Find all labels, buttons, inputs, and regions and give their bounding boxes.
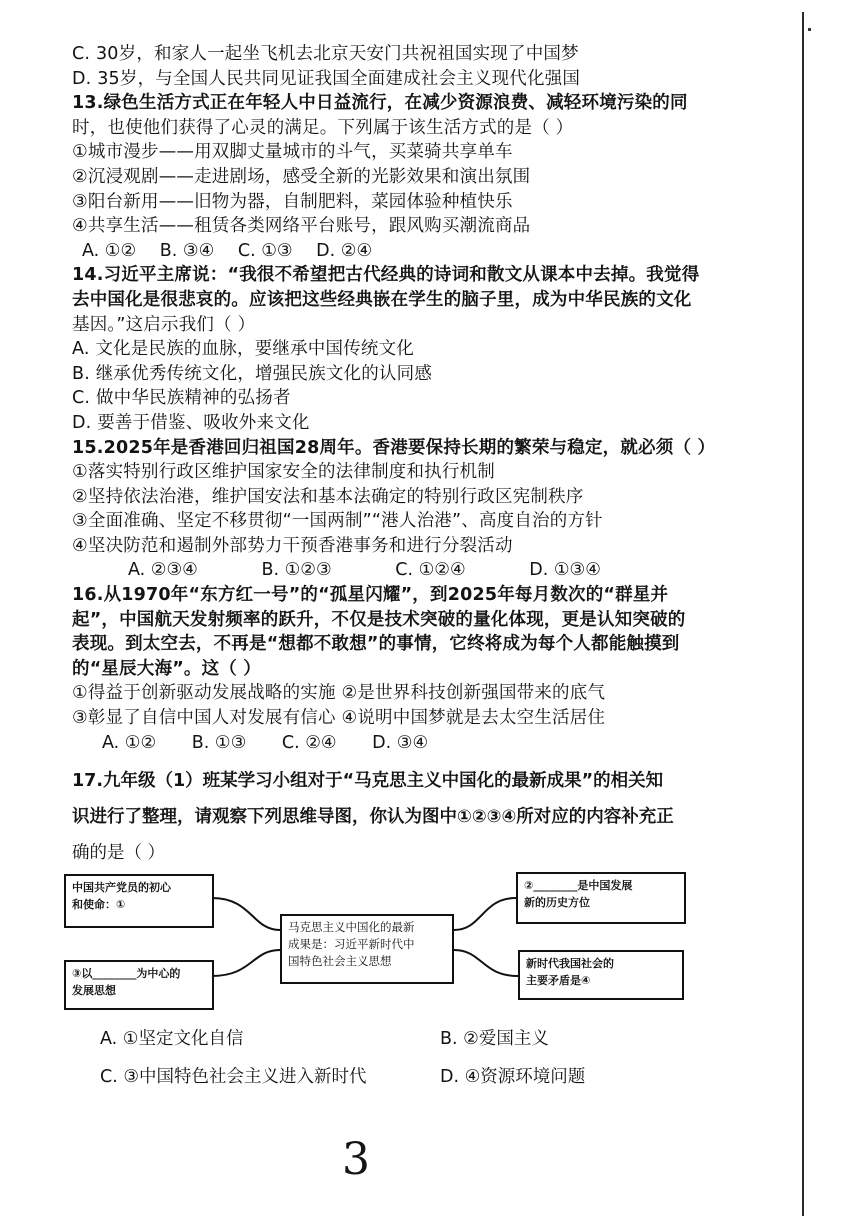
q15-item-2: ②坚持依法治港，维护国安法和基本法确定的特别行政区宪制秩序 bbox=[72, 486, 584, 507]
q16-option-d[interactable]: D. ③④ bbox=[372, 732, 429, 753]
q16-option-b[interactable]: B. ①③ bbox=[191, 732, 247, 753]
q13-stem-line2: 时，也使他们获得了心灵的满足。下列属于该生活方式的是（ ） bbox=[72, 117, 574, 138]
exam-page bbox=[72, 42, 792, 871]
q14-stem-line1: 14.习近平主席说：“我很不希望把古代经典的诗词和散文从课本中去掉。我觉得 bbox=[72, 265, 700, 286]
q15-stem: 15.2025年是香港回归祖国28周年。香港要保持长期的繁荣与稳定，就必须（ ） bbox=[72, 437, 716, 458]
q17-mind-map bbox=[62, 868, 692, 1018]
q13-option-a[interactable]: A. ①② bbox=[82, 240, 137, 261]
page-number: 3 bbox=[342, 1134, 370, 1185]
mind-map-bottom-right: 新时代我国社会的 主要矛盾是④ bbox=[518, 950, 684, 1000]
q16-stem-line2: 起”，中国航天发射频率的跃升，不仅是技术突破的量化体现，更是认知突破的 bbox=[72, 609, 686, 630]
q15-options bbox=[72, 558, 792, 583]
q16-stem-line3: 表现。到太空去，不再是“想都不敢想”的事情，它终将成为每个人都能触摸到 bbox=[72, 634, 680, 655]
q15-option-d[interactable]: D. ①③④ bbox=[529, 560, 601, 581]
q15-option-c[interactable]: C. ①②④ bbox=[395, 560, 466, 581]
q14-stem-line2: 去中国化是很悲哀的。应该把这些经典嵌在学生的脑子里，成为中华民族的文化 bbox=[72, 289, 692, 310]
q17-option-b[interactable]: B. ②爱国主义 bbox=[440, 1029, 549, 1049]
q17-option-c[interactable]: C. ③中国特色社会主义进入新时代 bbox=[100, 1067, 367, 1087]
q14-option-c[interactable]: C. 做中华民族精神的弘扬者 bbox=[72, 388, 291, 409]
q14-option-d[interactable]: D. 要善于借鉴、吸收外来文化 bbox=[72, 412, 310, 433]
q15-option-b[interactable]: B. ①②③ bbox=[261, 560, 332, 581]
scan-speck bbox=[808, 28, 811, 31]
q14-stem-line3: 基因。”这启示我们（ ） bbox=[72, 314, 256, 335]
q16-items-1-2: ①得益于创新驱动发展战略的实施 ②是世界科技创新强国带来的底气 bbox=[72, 683, 606, 704]
q17-option-a[interactable]: A. ①坚定文化自信 bbox=[100, 1029, 244, 1049]
q13-item-3: ③阳台新用——旧物为器，自制肥料，菜园体验种植快乐 bbox=[72, 191, 513, 212]
mind-map-center: 马克思主义中国化的最新 成果是：习近平新时代中 国特色社会主义思想 bbox=[280, 914, 454, 984]
q12-option-d: D. 35岁，与全国人民共同见证我国全面建成社会主义现代化强国 bbox=[72, 68, 581, 89]
q16-items-3-4: ③彰显了自信中国人对发展有信心 ④说明中国梦就是去太空生活居住 bbox=[72, 708, 606, 729]
q13-item-1: ①城市漫步——用双脚丈量城市的斗气，买菜骑共享单车 bbox=[72, 142, 513, 163]
q13-option-d[interactable]: D. ②④ bbox=[316, 240, 373, 261]
q16-options bbox=[72, 731, 792, 756]
q13-stem-line1: 13.绿色生活方式正在年轻人中日益流行，在减少资源浪费、减轻环境污染的同 bbox=[72, 93, 688, 114]
q13-item-2: ②沉浸观剧——走进剧场，感受全新的光影效果和演出氛围 bbox=[72, 166, 531, 187]
q17-stem-line3: 确的是（ ） bbox=[72, 843, 166, 864]
q14-option-b[interactable]: B. 继承优秀传统文化，增强民族文化的认同感 bbox=[72, 363, 433, 384]
q12-option-c: C. 30岁，和家人一起坐飞机去北京天安门共祝祖国实现了中国梦 bbox=[72, 44, 579, 64]
mind-map-top-left: 中国共产党员的初心 和使命：① bbox=[64, 874, 214, 928]
q14-option-a[interactable]: A. 文化是民族的血脉，要继承中国传统文化 bbox=[72, 339, 414, 360]
q15-item-4: ④坚决防范和遏制外部势力干预香港事务和进行分裂活动 bbox=[72, 535, 513, 556]
q13-item-4: ④共享生活——租赁各类网络平台账号，跟风购买潮流商品 bbox=[72, 216, 531, 237]
q17-stem-line2: 识进行了整理，请观察下列思维导图，你认为图中①②③④所对应的内容补充正 bbox=[72, 807, 674, 828]
page-edge-line bbox=[802, 12, 804, 1216]
q13-options bbox=[72, 239, 792, 264]
q16-option-a[interactable]: A. ①② bbox=[102, 732, 157, 753]
q15-option-a[interactable]: A. ②③④ bbox=[128, 560, 198, 581]
q16-stem-line1: 16.从1970年“东方红一号”的“孤星闪耀”，到2025年每月数次的“群星并 bbox=[72, 585, 669, 606]
q17-option-d[interactable]: D. ④资源环境问题 bbox=[440, 1067, 586, 1087]
q13-option-b[interactable]: B. ③④ bbox=[159, 240, 215, 261]
q15-item-1: ①落实特别行政区维护国家安全的法律制度和执行机制 bbox=[72, 462, 495, 483]
q15-item-3: ③全面准确、坚定不移贯彻“一国两制”“港人治港”、高度自治的方针 bbox=[72, 511, 603, 532]
q16-stem-line4: 的“星辰大海”。这（ ） bbox=[72, 658, 261, 679]
q16-option-c[interactable]: C. ②④ bbox=[281, 732, 337, 753]
mind-map-top-right: ②________是中国发展 新的历史方位 bbox=[516, 872, 686, 924]
q13-option-c[interactable]: C. ①③ bbox=[237, 240, 293, 261]
mind-map-bottom-left: ③以________为中心的 发展思想 bbox=[64, 960, 214, 1010]
q17-stem-line1: 17.九年级（1）班某学习小组对于“马克思主义中国化的最新成果”的相关知 bbox=[72, 771, 664, 792]
